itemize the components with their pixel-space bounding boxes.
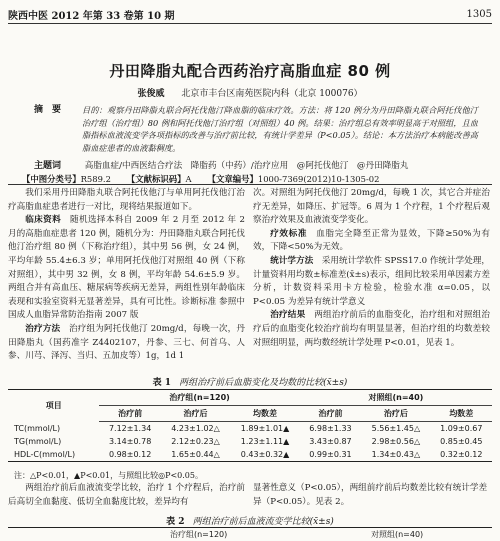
bottom-left-text: 两组治疗前后血液流变学比较，治疗 1 个疗程后，治疗前后高切全血黏度、低切全血黏度比较，差异均有 — [8, 482, 245, 509]
table1-subheader: 治疗后 — [361, 406, 431, 422]
table1-subheader: 均数差 — [431, 406, 492, 422]
meta-article-id: 【文章编号】1000-7369(2012)10-1305-02 — [208, 173, 380, 185]
table1-note: 注：△P<0.01，▲P<0.01，与照组比较◎P<0.05。 — [14, 470, 203, 481]
article-title: 丹田降脂丸配合西药治疗高脂血症 80 例 — [0, 60, 500, 81]
table-row: TC(mmol/L) 7.12±1.34 4.23±1.02△ 1.89±1.01▲ 6.98±1.33 5.56±1.45△ 1.09±0.67 — [8, 422, 492, 436]
bottom-right-text: 显著性意义（P<0.05），两组前疗前后均数差比较有统计学差异（P<0.05）。见表 2。 — [253, 482, 490, 509]
author-name: 张俊威 — [137, 89, 164, 99]
table2-group-treatment: 治疗组(n=120) — [95, 528, 302, 541]
page-number: 1305 — [467, 9, 492, 20]
results-paragraph: 治疗结果 两组治疗前后的血脂变化，治疗组和对照组治疗后的血脂变化较治疗前均有明显显著，但治疗组的均数差较对照组明显，两均数经统计学处理 P<0.01，见表 1。 — [253, 309, 490, 350]
abstract — [34, 104, 478, 154]
table-row: HDL-C(mmol/L) 0.98±0.12 1.65±0.44△ 0.43±0.32▲ 0.99±0.31 1.34±0.43△ 0.32±0.12 — [8, 448, 492, 462]
abstract-label: 摘 要 — [34, 104, 74, 117]
header-rule — [8, 23, 492, 24]
table1-group-control: 对照组(n=40) — [300, 390, 492, 406]
meta-clc: 【中图分类号】R589.2 — [22, 173, 111, 185]
keywords-text: 高脂血症/中西医结合疗法 降脂药（中药）/治疗应用 @阿托伐他汀 @丹田降脂丸 — [85, 161, 409, 171]
intro-paragraph: 我们采用丹田降脂丸联合阿托伐他汀与单用阿托伐他汀治疗高脂血症患者进行一对比，现将结果报道如下。 — [8, 187, 245, 214]
table2 — [8, 527, 492, 541]
clinical-data-paragraph: 临床资料 随机选择本科自 2009 年 2 月至 2012 年 2 月的高脂血症患者 120 例，随机分为：丹田降脂丸联合阿托伐他汀治疗组 80 例（下称治疗组），其中男 56 例，女 24 例，平均年龄 55.4±6.3 岁；单用阿托伐他汀对照组 40 例（下称对照组），其中男 32 例，女 8 例，平均年龄 54.6±5.9 岁。两组合并有高血压、糖尿病等疾病无差异，两组性别年龄临床表现和实验室资料无显著差异，具有可比性。诊断标准 参照中国成人血脂异常防治指南 2007 版 — [8, 214, 245, 323]
table-row: TG(mmol/L) 3.14±0.78 2.12±0.23△ 1.23±1.11▲ 3.43±0.87 2.98±0.56△ 0.85±0.45 — [8, 435, 492, 448]
running-header — [8, 6, 492, 22]
table1-subheader: 治疗后 — [161, 406, 231, 422]
affiliation: 北京市丰台区南苑医院内科（北京 100076） — [181, 89, 362, 99]
efficacy-paragraph: 疗效标准 血脂完全降至正常为显效，下降≥50%为有效，下降<50%为无效。 — [253, 228, 490, 255]
abstract-text: 目的：观察丹田降脂丸联合阿托伐他汀降血脂的临床疗效。方法：将 120 例分为丹田降脂丸联合阿托伐他汀治疗组（治疗组）80 例和阿托伐他汀治疗组（对照组）40 例。结果：治疗组总有效率明显高于对照组，且血脂指标血液流变学各项指标的改善与治疗前比较，有统计学差异（P<0.05）。结论：本方法治疗本病能改善高脂血症患者的血液黏稠度。 — [82, 104, 478, 154]
author-line — [0, 86, 500, 99]
table1-item-header: 项目 — [8, 390, 99, 422]
journal-name: 陕西中医 2012 年第 33 卷第 10 期 — [8, 7, 175, 22]
right-column — [253, 187, 490, 350]
table1-subheader: 治疗前 — [300, 406, 361, 422]
continued-paragraph: 次。对照组为阿托伐他汀 20mg/d，每晚 1 次，其它合并症治疗无差异，如降压、扩冠等。6 周为 1 个疗程，1 个疗程后观察治疗效果及血液流变学变化。 — [253, 187, 490, 228]
table1-group-treatment: 治疗组(n=120) — [99, 390, 299, 406]
keywords-label: 主题词 — [34, 158, 82, 171]
treatment-paragraph: 治疗方法 治疗组为阿托伐他汀 20mg/d，每晚一次，丹田降脂丸（国药准字 Z4402107，丹参、三七、何首乌、人参、川芎、泽泻、当归、五加皮等）1g，1d 1 — [8, 323, 245, 364]
meta-doc-code: 【文献标识码】A — [127, 173, 192, 185]
table1 — [8, 389, 492, 462]
table1-caption: 表 1 两组治疗前后血脂变化及均数的比较(x̄±s) — [0, 375, 500, 388]
table2-caption: 表 2 两组治疗前后血液流变学比较(x̄±s) — [0, 514, 500, 527]
left-column — [8, 187, 245, 364]
keywords — [34, 158, 478, 171]
statistics-paragraph: 统计学方法 采用统计学软件 SPSS17.0 作统计学处理，计量资料用均数±标准差(x̄±s)表示，组间比较采用单因素方差分析，计数资料采用卡方检验，检验水准 α=0.05，以 P<0.05 为差异有统计学意义 — [253, 255, 490, 309]
table2-group-control: 对照组(n=40) — [302, 528, 492, 541]
meta-rule — [8, 184, 492, 185]
table1-subheader: 均数差 — [230, 406, 300, 422]
table1-subheader: 治疗前 — [99, 406, 160, 422]
